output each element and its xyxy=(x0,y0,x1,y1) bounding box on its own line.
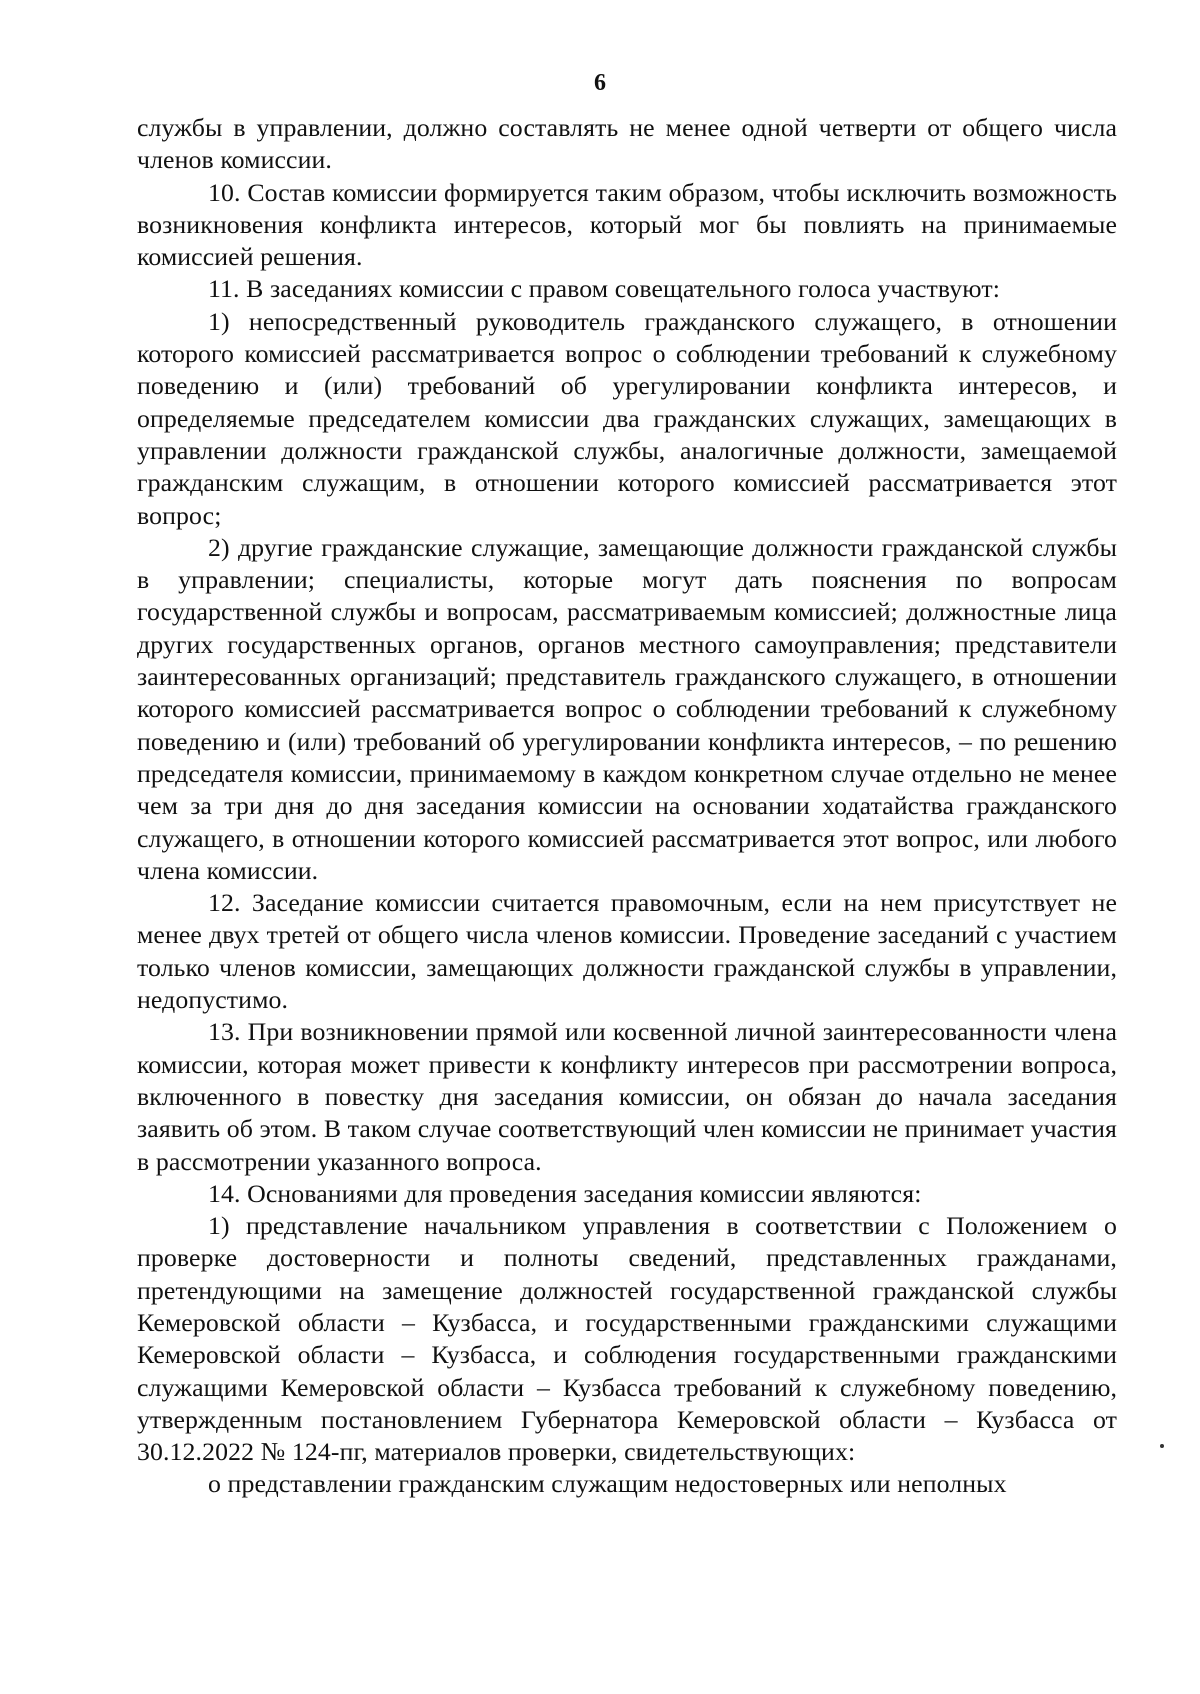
paragraph: 1) представление начальником управления в соответствии с Положением о проверке достоверности и полноты сведений, представленных гражданами, претендующими на замещение должностей государственной гражданской службы Кемеровской области – Кузбасса, и государственными гражданскими служащими Кемеровской области – Кузбасса, и соблюдения государственными гражданскими служащими Кемеровской области – Кузбасса требований к служебному поведению, утвержденным постановлением Губернатора Кемеровской области – Кузбасса от 30.12.2022 № 124-пг, материалов проверки, свидетельствующих: xyxy=(137,1211,1117,1467)
body-text xyxy=(137,112,1117,1501)
paragraph: 13. При возникновении прямой или косвенной личной заинтересованности члена комиссии, которая может привести к конфликту интересов при рассмотрении вопроса, включенного в повестку дня заседания комиссии, он обязан до начала заседания заявить об этом. В таком случае соответствующий член комиссии не принимает участия в рассмотрении указанного вопроса. xyxy=(137,1017,1117,1176)
paragraph: 12. Заседание комиссии считается правомочным, если на нем присутствует не менее двух третей от общего числа членов комиссии. Проведение заседаний с участием только членов комиссии, замещающих должности гражданской службы в управлении, недопустимо. xyxy=(137,888,1117,1015)
paragraph: 10. Состав комиссии формируется таким образом, чтобы исключить возможность возникновения конфликта интересов, который мог бы повлиять на принимаемые комиссией решения. xyxy=(137,177,1117,272)
paragraph: 1) непосредственный руководитель гражданского служащего, в отношении которого комиссией рассматривается вопрос о соблюдении требований к служебному поведению и (или) требований об урегулировании конфликта интересов, и определяемые председателем комиссии два гражданских служащих, замещающих в управлении должности гражданской службы, аналогичные должности, замещаемой гражданским служащим, в отношении которого комиссией рассматривается этот вопрос; xyxy=(137,306,1117,530)
page-number: 6 xyxy=(594,70,606,96)
paragraph: 2) другие гражданские служащие, замещающие должности гражданской службы в управлении; специалисты, которые могут дать пояснения по вопросам государственной службы и вопросам, рассматриваемым комиссией; должностные лица других государственных органов, органов местного самоуправления; представители заинтересованных организаций; представитель гражданского служащего, в отношении которого комиссией рассматривается вопрос о соблюдении требований к служебному поведению и (или) требований об урегулировании конфликта интересов, – по решению председателя комиссии, принимаемому в каждом конкретном случае отдельно не менее чем за три дня до дня заседания комиссии на основании ходатайства гражданского служащего, в отношении которого комиссией рассматривается этот вопрос, или любого члена комиссии. xyxy=(137,532,1117,885)
paragraph: о представлении гражданским служащим недостоверных или неполных xyxy=(208,1469,1007,1499)
scan-speck xyxy=(1160,1444,1164,1448)
paragraph: 11. В заседаниях комиссии с правом совещательного голоса участвуют: xyxy=(208,274,1000,304)
paragraph: 14. Основаниями для проведения заседания комиссии являются: xyxy=(208,1178,922,1208)
paragraph: службы в управлении, должно составлять не менее одной четверти от общего числа членов комиссии. xyxy=(137,113,1117,175)
